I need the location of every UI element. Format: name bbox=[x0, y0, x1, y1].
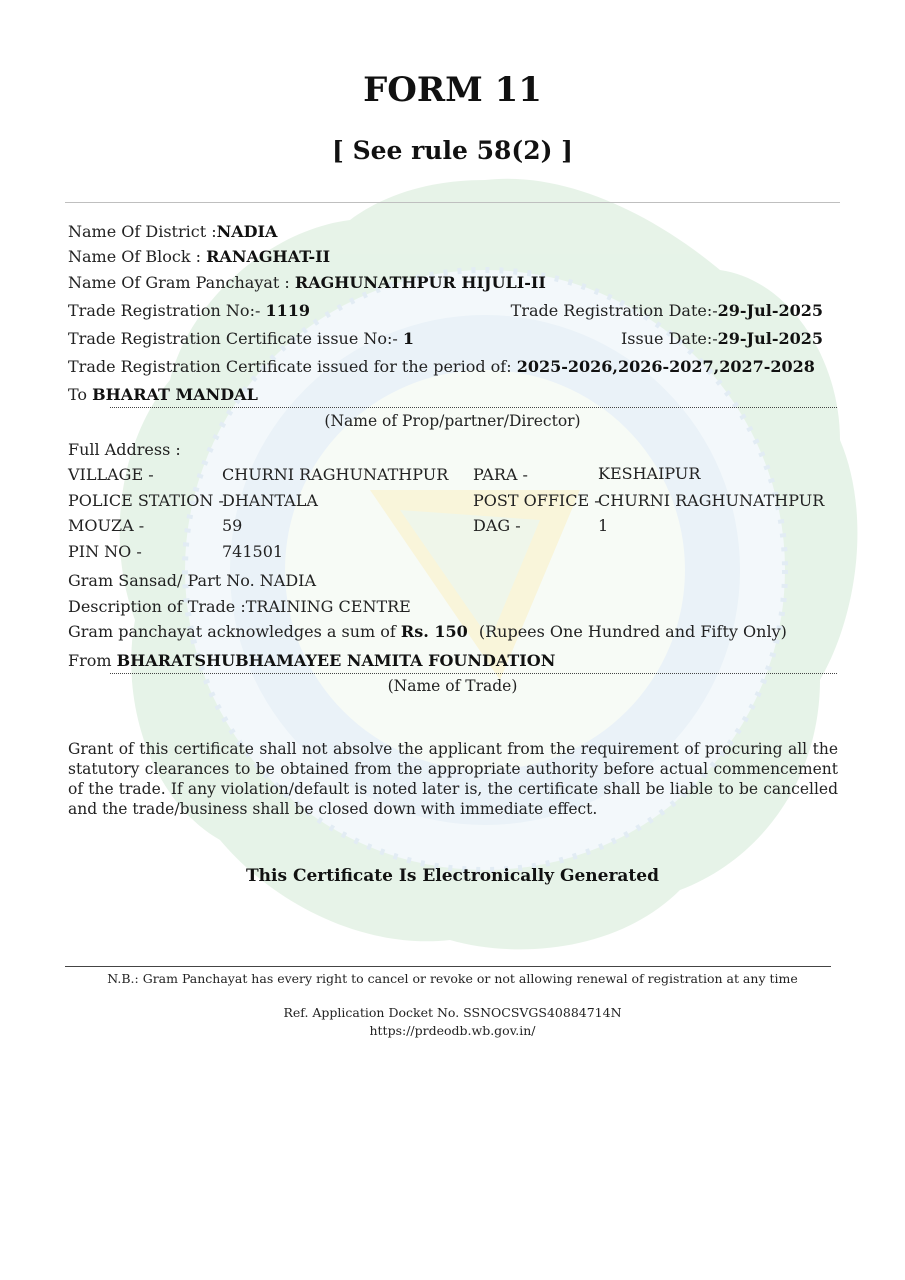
amount-words: (Rupees One Hundred and Fifty Only) bbox=[478, 622, 787, 641]
certificate-no-value: 1 bbox=[402, 329, 415, 348]
issue-date-line bbox=[621, 329, 823, 348]
address-heading: Full Address : bbox=[68, 440, 181, 459]
mouza-value: 59 bbox=[222, 516, 243, 535]
website-link[interactable]: https://prdeodb.wb.gov.in/ bbox=[369, 1023, 536, 1038]
gram-panchayat-line bbox=[68, 273, 546, 292]
dag-label: DAG - bbox=[473, 516, 521, 535]
amount-value: Rs. 150 bbox=[400, 622, 468, 641]
electronically-generated-note: This Certificate Is Electronically Generated bbox=[246, 866, 659, 886]
trade-description-line: Description of Trade :TRAINING CENTRE bbox=[68, 597, 411, 616]
from-label: From bbox=[68, 651, 117, 670]
registration-date-value: 29-Jul-2025 bbox=[717, 301, 823, 320]
trade-name: BHARATSHUBHAMAYEE NAMITA FOUNDATION bbox=[116, 651, 556, 670]
recipient-line bbox=[68, 385, 258, 404]
period-value: 2025-2026,2026-2027,2027-2028 bbox=[516, 357, 815, 376]
docket-reference: Ref. Application Docket No. SSNOCSVGS40884714N bbox=[283, 1005, 622, 1020]
from-line bbox=[68, 651, 555, 670]
post-office-value: CHURNI RAGHUNATHPUR bbox=[598, 491, 825, 510]
registration-no-value: 1119 bbox=[265, 301, 310, 320]
registration-no-line bbox=[68, 301, 310, 320]
gram-sansad-line: Gram Sansad/ Part No. NADIA bbox=[68, 571, 317, 590]
certificate-no-label: Trade Registration Certificate issue No:- bbox=[68, 329, 403, 348]
acknowledgement-label: Gram panchayat acknowledges a sum of bbox=[68, 622, 401, 641]
block-value: RANAGHAT-II bbox=[206, 247, 331, 266]
bottom-divider bbox=[65, 966, 831, 967]
registration-date-line bbox=[511, 301, 823, 320]
certificate-no-line bbox=[68, 329, 414, 348]
district-label: Name Of District : bbox=[68, 222, 217, 241]
post-office-label: POST OFFICE - bbox=[473, 491, 600, 510]
registration-no-label: Trade Registration No:- bbox=[68, 301, 266, 320]
village-value: CHURNI RAGHUNATHPUR bbox=[222, 465, 449, 484]
gram-panchayat-label: Name Of Gram Panchayat : bbox=[68, 273, 295, 292]
issue-date-label: Issue Date:- bbox=[620, 329, 718, 348]
district-value: NADIA bbox=[216, 222, 278, 241]
recipient-name: BHARAT MANDAL bbox=[92, 385, 258, 404]
block-line bbox=[68, 247, 330, 266]
police-station-label: POLICE STATION - bbox=[68, 491, 224, 510]
block-label: Name Of Block : bbox=[68, 247, 207, 266]
form-subtitle: [ See rule 58(2) ] bbox=[332, 136, 573, 165]
acknowledgement-line bbox=[68, 622, 787, 641]
trade-caption: (Name of Trade) bbox=[387, 677, 518, 695]
gram-panchayat-value: RAGHUNATHPUR HIJULI-II bbox=[294, 273, 546, 292]
period-label: Trade Registration Certificate issued for the period of: bbox=[68, 357, 517, 376]
issue-date-value: 29-Jul-2025 bbox=[717, 329, 823, 348]
period-line bbox=[68, 357, 815, 376]
nb-note: N.B.: Gram Panchayat has every right to cancel or revoke or not allowing renewal of registration at any time bbox=[107, 971, 798, 986]
notice-paragraph: Grant of this certificate shall not absolve the applicant from the requirement of procuring all the statutory clearances to be obtained from the appropriate authority before actual commencement of the trade. If any violation/default is noted later is, the certificate shall be liable to be cancelled and the trade/business shall be closed down with immediate effect. bbox=[68, 740, 838, 818]
dag-value: 1 bbox=[598, 516, 609, 535]
form-title: FORM 11 bbox=[363, 70, 542, 110]
police-station-value: DHANTALA bbox=[222, 491, 318, 510]
top-divider bbox=[65, 202, 840, 203]
district-line bbox=[68, 222, 277, 241]
pin-label: PIN NO - bbox=[68, 542, 142, 561]
mouza-label: MOUZA - bbox=[68, 516, 145, 535]
para-value: KESHAIPUR bbox=[598, 464, 701, 483]
prop-caption: (Name of Prop/partner/Director) bbox=[324, 412, 581, 430]
village-label: VILLAGE - bbox=[68, 465, 154, 484]
trade-dotted-line bbox=[110, 673, 837, 674]
recipient-dotted-line bbox=[110, 407, 837, 408]
para-label: PARA - bbox=[473, 465, 528, 484]
pin-value: 741501 bbox=[222, 542, 284, 561]
registration-date-label: Trade Registration Date:- bbox=[510, 301, 718, 320]
recipient-label: To bbox=[68, 385, 93, 404]
